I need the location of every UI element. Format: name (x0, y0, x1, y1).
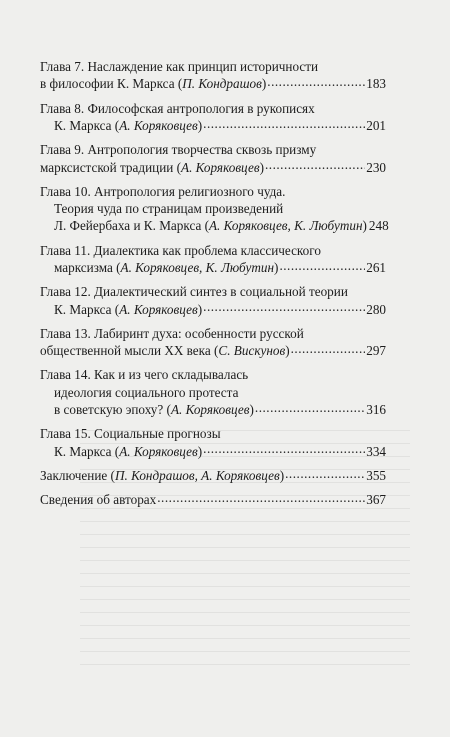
toc-entry (40, 242, 386, 277)
dot-leader (265, 158, 365, 171)
toc-line (40, 491, 386, 508)
toc-text: К. Маркса ( (54, 443, 120, 459)
toc-line (40, 384, 386, 401)
toc-line (40, 242, 386, 259)
toc-line (40, 183, 386, 200)
toc-text: Глава 13. Лабиринт духа: особенности русской (40, 325, 304, 341)
toc-entry (40, 491, 386, 508)
closing-paren: ) (285, 343, 290, 359)
page-number: 248 (368, 218, 389, 234)
toc-line (40, 75, 386, 92)
dot-leader (203, 300, 365, 313)
toc-text: в советскую эпоху? ( (54, 401, 171, 417)
toc-entry (40, 467, 386, 484)
toc-line (40, 401, 386, 418)
toc-line (40, 442, 386, 459)
toc-line (40, 325, 386, 342)
toc-line (40, 117, 386, 134)
toc-text: Глава 11. Диалектика как проблема классического (40, 242, 321, 258)
toc-line (40, 467, 386, 484)
page-number: 297 (366, 343, 386, 359)
toc-text: Глава 8. Философская антропология в рукописях (40, 100, 315, 116)
toc-text: Л. Фейербаха и К. Маркса ( (54, 218, 209, 234)
dot-leader (203, 117, 365, 130)
toc-line (40, 425, 386, 442)
toc-entry (40, 100, 386, 135)
toc-line (40, 200, 386, 217)
toc-text: К. Маркса ( (54, 117, 120, 133)
toc-text: Глава 15. Социальные прогнозы (40, 426, 221, 442)
page-number: 183 (366, 76, 386, 92)
closing-paren: ) (274, 259, 279, 275)
author-name: С. Вискунов (218, 343, 286, 359)
dot-leader (285, 467, 365, 480)
toc-line (40, 58, 386, 75)
toc-text: Глава 14. Как и из чего складывалась (40, 367, 249, 383)
closing-paren: ) (259, 159, 264, 175)
page-number: 261 (366, 259, 386, 275)
toc-line (40, 217, 389, 234)
dot-leader (203, 442, 365, 455)
toc-text: Глава 10. Антропология религиозного чуда. (40, 183, 286, 199)
page-number: 316 (366, 401, 386, 417)
closing-paren: ) (279, 467, 285, 483)
toc-line (40, 158, 386, 175)
toc-entry (40, 425, 386, 460)
closing-paren: ) (362, 218, 367, 234)
toc-text: Глава 12. Диалектический синтез в социальной теории (40, 284, 348, 300)
page-number: 367 (366, 492, 386, 508)
toc-line (40, 100, 386, 117)
author-name: П. Кондрашов (182, 76, 262, 92)
dot-leader (267, 75, 365, 88)
toc-line (40, 366, 386, 383)
toc-text: Сведения об авторах (40, 492, 157, 508)
toc-text: Глава 7. Наслаждение как принцип историчности (40, 59, 319, 74)
toc-text: марксистской традиции ( (40, 159, 182, 175)
dot-leader (157, 491, 365, 504)
closing-paren: ) (197, 301, 203, 317)
page-number: 355 (366, 467, 386, 483)
toc-text: марксизма ( (54, 259, 121, 275)
author-name: А. Коряковцев (119, 117, 198, 133)
toc-entry (40, 183, 389, 235)
closing-paren: ) (197, 443, 203, 459)
page-number: 201 (366, 117, 386, 133)
closing-paren: ) (197, 117, 203, 133)
author-name: А. Коряковцев (119, 443, 198, 459)
author-name: А. Коряковцев, К. Любутин (120, 259, 275, 275)
author-name: А. Коряковцев (170, 401, 250, 417)
toc-line (40, 259, 386, 276)
toc-line (40, 342, 386, 359)
dot-leader (279, 259, 365, 272)
toc-text: К. Маркса ( (54, 301, 120, 317)
dot-leader (255, 401, 365, 414)
toc-text: Теория чуда по страницам произведений (54, 200, 284, 216)
toc-entry (40, 366, 386, 418)
toc-text: общественной мысли XX века ( (40, 343, 219, 359)
closing-paren: ) (249, 401, 254, 417)
author-name: П. Кондрашов, А. Коряковцев (114, 467, 280, 483)
author-name: А. Коряковцев (119, 301, 198, 317)
toc-entry (40, 283, 386, 318)
table-of-contents (40, 58, 389, 516)
toc-line (40, 141, 386, 158)
author-name: А. Коряковцев, К. Любутин (209, 218, 363, 234)
toc-text: в философии К. Маркса ( (40, 76, 183, 92)
toc-text: идеология социального протеста (54, 384, 239, 400)
page-number: 334 (366, 443, 386, 459)
toc-text: Заключение ( (40, 467, 115, 483)
toc-text: Глава 9. Антропология творчества сквозь призму (40, 142, 317, 158)
page-number: 230 (366, 159, 386, 175)
toc-line (40, 300, 386, 317)
author-name: А. Коряковцев (181, 159, 260, 175)
toc-line (40, 283, 386, 300)
closing-paren: ) (261, 76, 267, 92)
page-number: 280 (366, 301, 386, 317)
toc-entry (40, 325, 386, 360)
toc-entry (40, 141, 386, 176)
dot-leader (291, 342, 366, 355)
toc-entry (40, 58, 386, 93)
